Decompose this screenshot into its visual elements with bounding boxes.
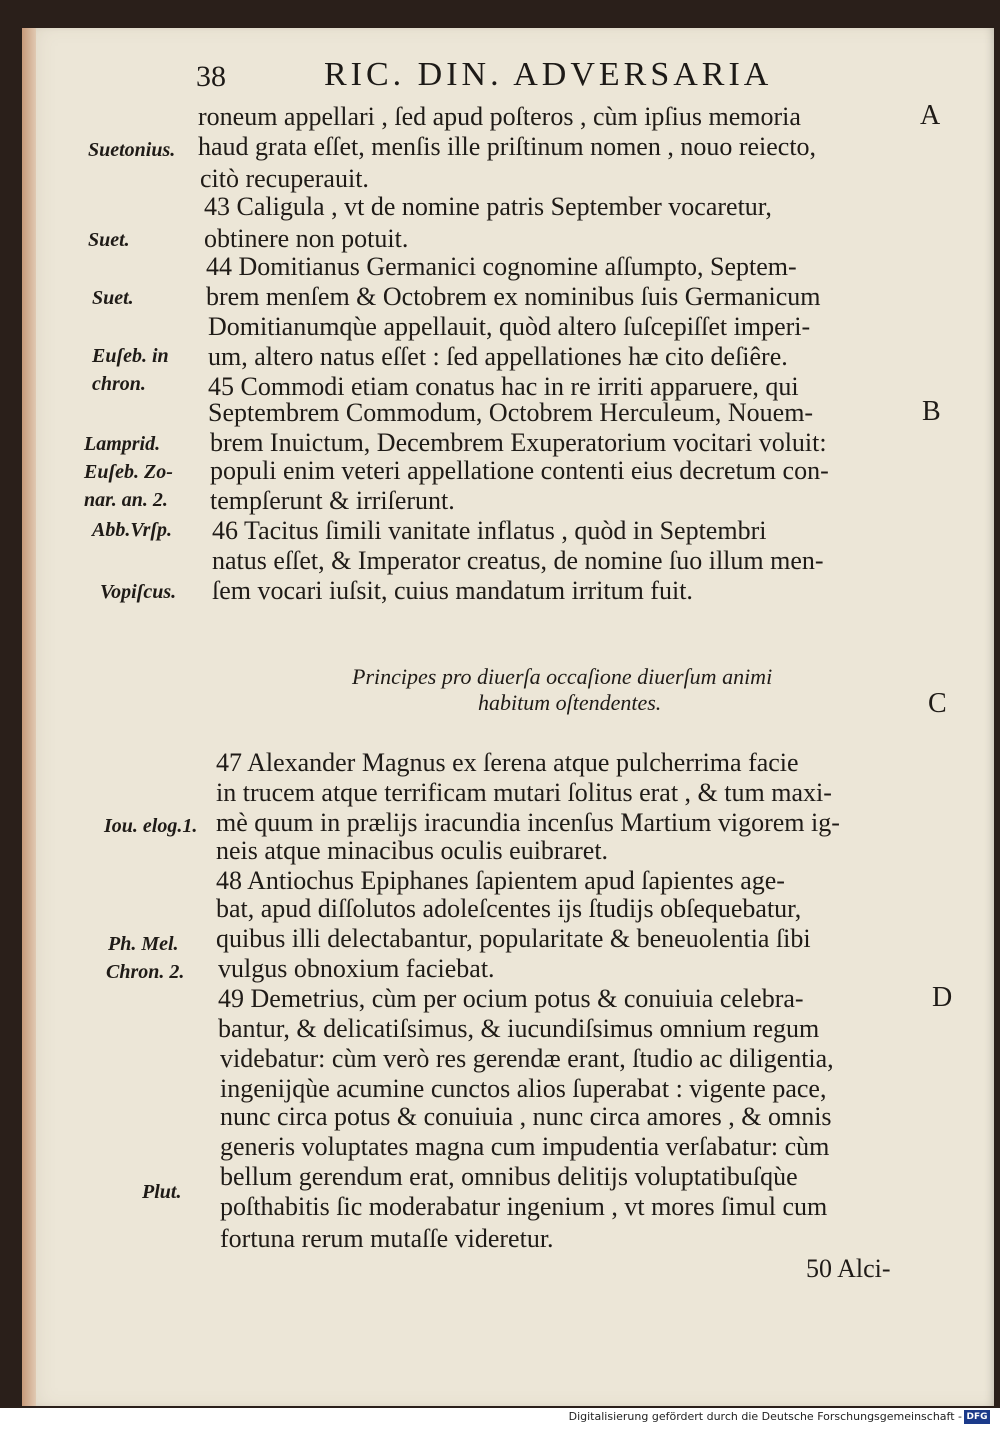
text-line: 45 Commodi etiam conatus hac in re irriti apparuere, qui bbox=[208, 372, 799, 401]
text-line: natus eſſet, & Imperator creatus, de nomine ſuo illum men- bbox=[212, 546, 824, 575]
margin-note: Suetonius. bbox=[88, 139, 176, 161]
page-number: 38 bbox=[196, 60, 226, 93]
margin-note: Chron. 2. bbox=[106, 961, 185, 983]
page-header bbox=[196, 56, 836, 96]
text-line: haud grata eſſet, menſis ille priſtinum nomen , nouo reiecto, bbox=[198, 132, 817, 161]
text-line: quibus illi delectabantur, popularitate & beneuolentia ſibi bbox=[216, 924, 811, 953]
margin-note: Ph. Mel. bbox=[108, 933, 179, 955]
text-line: brem menſem & Octobrem ex nominibus ſuis Germanicum bbox=[206, 282, 821, 311]
text-line: bellum gerendum erat, omnibus delitijs voluptatibuſqùe bbox=[220, 1162, 798, 1191]
margin-note: Suet. bbox=[88, 229, 130, 251]
margin-note: Euſeb. in bbox=[92, 345, 169, 367]
text-line: um, altero natus eſſet : ſed appellationes hæ cito deſiêre. bbox=[208, 342, 788, 371]
section-letter: B bbox=[922, 396, 941, 427]
text-line: nunc circa potus & conuiuia , nunc circa amores , & omnis bbox=[220, 1102, 832, 1131]
text-line: vulgus obnoxium faciebat. bbox=[218, 954, 495, 983]
text-line: ſem vocari iuſsit, cuius mandatum irritum fuit. bbox=[212, 576, 693, 605]
margin-note: Suet. bbox=[92, 287, 134, 309]
text-line: Septembrem Commodum, Octobrem Herculeum, Nouem- bbox=[208, 398, 814, 427]
dfg-logo: DFG bbox=[964, 1410, 990, 1424]
text-line: tempſerunt & irriſerunt. bbox=[210, 486, 455, 515]
text-line: 48 Antiochus Epiphanes ſapientem apud ſapientes age- bbox=[216, 866, 785, 895]
margin-note: Lamprid. bbox=[84, 433, 161, 455]
margin-note: chron. bbox=[92, 373, 146, 395]
text-line: 43 Caligula , vt de nomine patris September vocaretur, bbox=[204, 192, 772, 221]
text-line: 49 Demetrius, cùm per ocium potus & conuiuia celebra- bbox=[218, 984, 804, 1013]
section-heading: Principes pro diuerſa occaſione diuerſum animi bbox=[352, 664, 773, 689]
text-line: bantur, & delicatiſsimus, & iucundiſsimus omnium regum bbox=[218, 1014, 820, 1043]
margin-note: Plut. bbox=[142, 1181, 182, 1203]
margin-note: Vopiſcus. bbox=[100, 581, 177, 603]
text-line: populi enim veteri appellatione contenti eius decretum con- bbox=[210, 456, 829, 485]
text-line: citò recuperauit. bbox=[200, 164, 369, 193]
text-line: roneum appellari , ſed apud poſteros , cùm ipſius memoria bbox=[198, 102, 801, 131]
text-line: fortuna rerum mutaſſe videretur. bbox=[220, 1224, 554, 1253]
text-line: bat, apud diſſolutos adoleſcentes ijs ſtudijs obſequebatur, bbox=[216, 894, 802, 923]
text-line: ingenijqùe acumine cunctos alios ſuperabat : vigente pace, bbox=[220, 1074, 827, 1103]
text-line: 47 Alexander Magnus ex ſerena atque pulcherrima facie bbox=[216, 748, 799, 777]
running-title: RIC. DIN. ADVERSARIA bbox=[324, 56, 773, 93]
margin-note: Abb.Vrſp. bbox=[92, 519, 173, 541]
margin-note: Euſeb. Zo- bbox=[84, 461, 173, 483]
text-line: 46 Tacitus ſimili vanitate inflatus , quòd in Septembri bbox=[212, 516, 767, 545]
text-line: brem Inuictum, Decembrem Exuperatorium vocitari voluit: bbox=[210, 428, 827, 457]
text-line: videbatur: cùm verò res gerendæ erant, ſtudio ac diligentia, bbox=[220, 1044, 834, 1073]
text-line: neis atque minacibus oculis euibraret. bbox=[216, 836, 609, 865]
catchword: 50 Alci- bbox=[806, 1254, 891, 1283]
section-letter: A bbox=[920, 100, 941, 131]
text-line: generis voluptates magna cum impudentia verſabatur: cùm bbox=[220, 1132, 830, 1161]
text-line: Domitianumqùe appellauit, quòd altero ſuſcepiſſet imperi- bbox=[208, 312, 811, 341]
margin-note: nar. an. 2. bbox=[84, 489, 168, 511]
footer-credit: Digitalisierung gefördert durch die Deutsche Forschungsgemeinschaft - bbox=[568, 1410, 962, 1423]
section-letter: D bbox=[932, 982, 953, 1013]
text-line: obtinere non potuit. bbox=[204, 224, 409, 253]
text-line: poſthabitis ſic moderabatur ingenium , vt mores ſimul cum bbox=[220, 1192, 828, 1221]
section-letter: C bbox=[928, 688, 947, 719]
text-line: 44 Domitianus Germanici cognomine aſſumpto, Septem- bbox=[206, 252, 797, 281]
text-line: in trucem atque terrificam mutari ſolitus erat , & tum maxi- bbox=[216, 778, 832, 807]
section-heading: habitum oſtendentes. bbox=[478, 690, 662, 715]
page-binding-edge bbox=[22, 28, 36, 1406]
margin-note: Iou. elog.1. bbox=[104, 815, 198, 837]
text-line: mè quum in prælijs iracundia incenſus Martium vigorem ig- bbox=[216, 808, 840, 837]
